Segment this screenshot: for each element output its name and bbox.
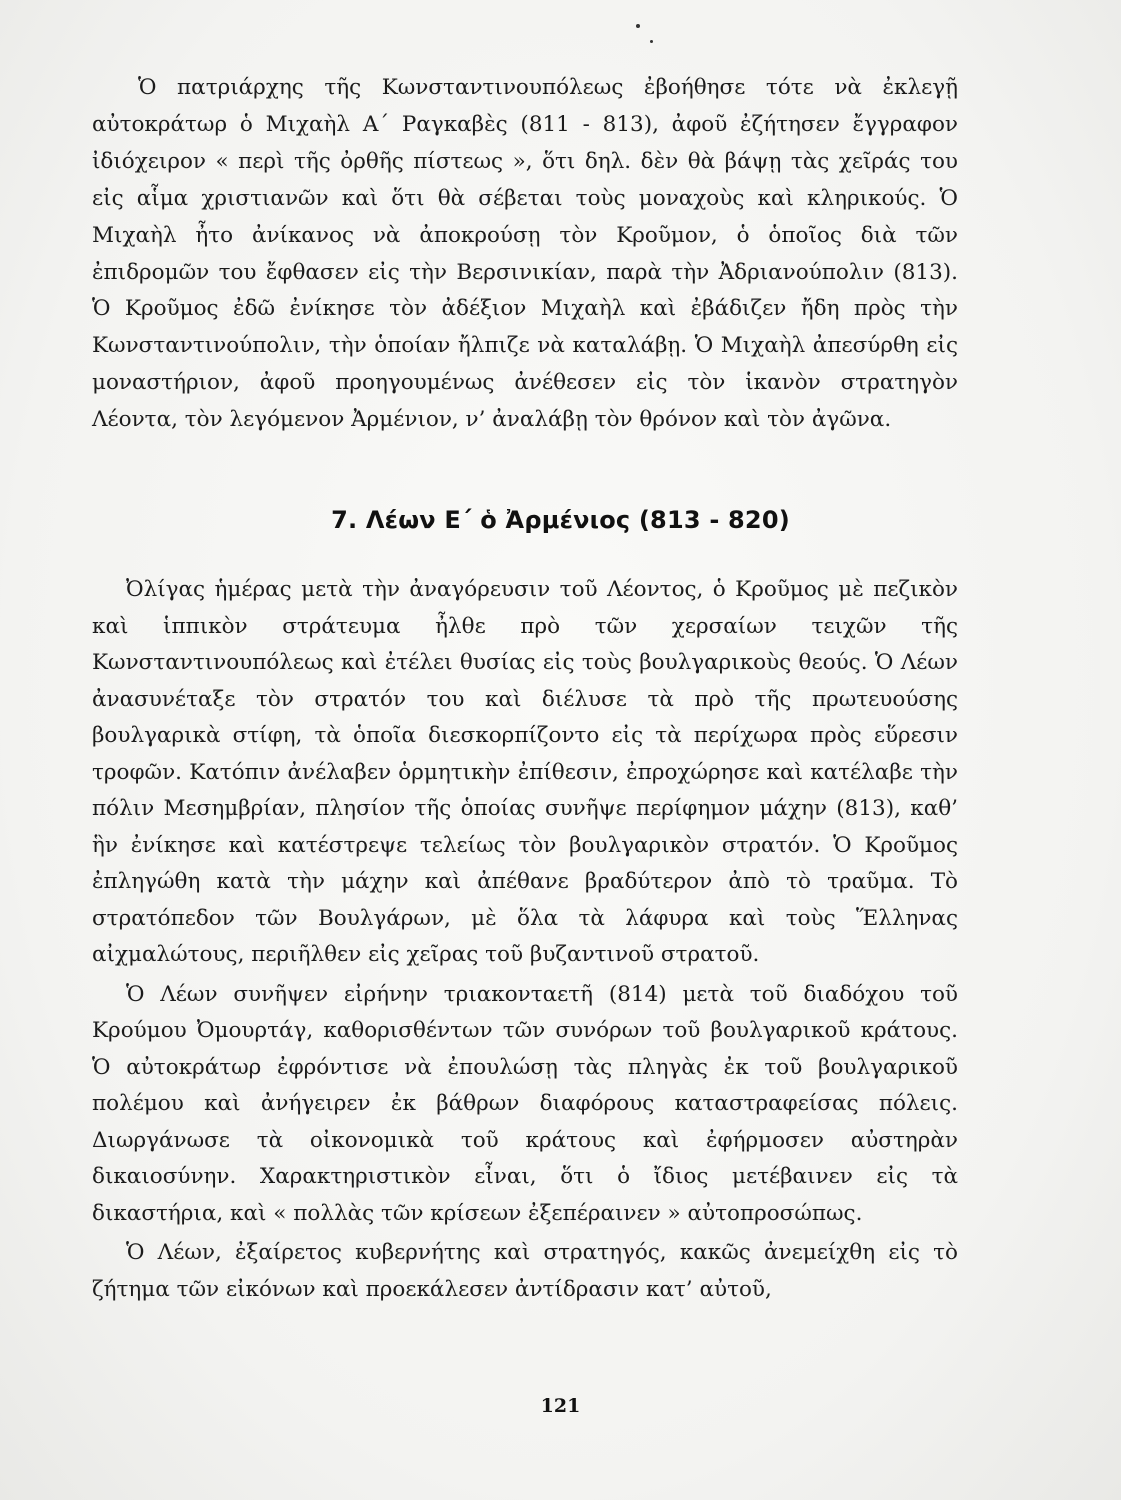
section-heading: 7. Λέων Ε΄ ὁ Ἀρμένιος (813 - 820): [331, 506, 790, 534]
section-body: [92, 572, 958, 1308]
page-number: 121: [540, 1395, 581, 1417]
body-paragraph: Ὁ Λέων, ἐξαίρετος κυβερνήτης καὶ στρατηγός, κακῶς ἀνεμείχθη εἰς τὸ ζήτημα τῶν εἰκόνων καὶ προεκάλεσεν ἀντίδρασιν κατ’ αὐτοῦ,: [92, 1240, 958, 1302]
body-paragraph: Ὁ Λέων συνῆψεν εἰρήνην τριακονταετῆ (814) μετὰ τοῦ διαδόχου τοῦ Κρούμου Ὀμουρτάγ, καθορισθέντων τῶν συνόρων τοῦ βουλγαρικοῦ κράτους. Ὁ αὐτοκράτωρ ἐφρόντισε νὰ ἐπουλώσῃ τὰς πληγὰς ἐκ τοῦ βουλγαρικοῦ πολέμου καὶ ἀνήγειρεν ἐκ βάθρων διαφόρους καταστραφείσας πόλεις. Διωργάνωσε τὰ οἰκονομικὰ τοῦ κράτους καὶ ἐφήρμοσεν αὐστηρὰν δικαιοσύνην. Χαρακτηριστικὸν εἶναι, ὅτι ὁ ἴδιος μετέβαινεν εἰς τὰ δικαστήρια, καὶ « πολλὰς τῶν κρίσεων ἐξεπέραινεν » αὐτοπροσώπως.: [92, 981, 958, 1226]
intro-paragraph: [92, 70, 958, 439]
ink-speck: [636, 24, 640, 28]
intro-paragraph-text: Ὁ πατριάρχης τῆς Κωνσταντινουπόλεως ἐβοήθησε τότε νὰ ἐκλεγῇ αὐτοκράτωρ ὁ Μιχαὴλ Α΄ Ραγκαβὲς (811 - 813), ἀφοῦ ἐζήτησεν ἔγγραφον ἰδιόχειρον « περὶ τῆς ὀρθῆς πίστεως », ὅτι δηλ. δὲν θὰ βάψῃ τὰς χεῖράς του εἰς αἷμα χριστιανῶν καὶ ὅτι θὰ σέβεται τοὺς μοναχοὺς καὶ κληρικούς. Ὁ Μιχαὴλ ἦτο ἀνίκανος νὰ ἀποκρούσῃ τὸν Κροῦμον, ὁ ὁποῖος διὰ τῶν ἐπιδρομῶν του ἔφθασεν εἰς τὴν Βερσινικίαν, παρὰ τὴν Ἀδριανούπολιν (813). Ὁ Κροῦμος ἐδῶ ἐνίκησε τὸν ἀδέξιον Μιχαὴλ καὶ ἐβάδιζεν ἤδη πρὸς τὴν Κωνσταντινούπολιν, τὴν ὁποίαν ἤλπιζε νὰ καταλάβῃ. Ὁ Μιχαὴλ ἀπεσύρθη εἰς μοναστήριον, ἀφοῦ προηγουμένως ἀνέθεσεν εἰς τὸν ἱκανὸν στρατηγὸν Λέοντα, τὸν λεγόμενον Ἀρμένιον, ν’ ἀναλάβῃ τὸν θρόνον καὶ τὸν ἀγῶνα.: [92, 75, 958, 433]
body-paragraph: Ὀλίγας ἡμέρας μετὰ τὴν ἀναγόρευσιν τοῦ Λέοντος, ὁ Κροῦμος μὲ πεζικὸν καὶ ἱππικὸν στράτευμα ἦλθε πρὸ τῶν χερσαίων τειχῶν τῆς Κωνσταντινουπόλεως καὶ ἐτέλει θυσίας εἰς τοὺς βουλγαρικοὺς θεούς. Ὁ Λέων ἀνασυνέταξε τὸν στρατόν του καὶ διέλυσε τὰ πρὸ τῆς πρωτευούσης βουλγαρικὰ στίφη, τὰ ὁποῖα διεσκορπίζοντο εἰς τὰ περίχωρα πρὸς εὕρεσιν τροφῶν. Κατόπιν ἀνέλαβεν ὁρμητικὴν ἐπίθεσιν, ἐπροχώρησε καὶ κατέλαβε τὴν πόλιν Μεσημβρίαν, πλησίον τῆς ὁποίας συνῆψε περίφημον μάχην (813), καθ’ ἣν ἐνίκησε καὶ κατέστρεψε τελείως τὸν βουλγαρικὸν στρατόν. Ὁ Κροῦμος ἐπληγώθη κατὰ τὴν μάχην καὶ ἀπέθανε βραδύτερον ἀπὸ τὸ τραῦμα. Τὸ στρατόπεδον τῶν Βουλγάρων, μὲ ὅλα τὰ λάφυρα καὶ τοὺς Ἕλληνας αἰχμαλώτους, περιῆλθεν εἰς χεῖρας τοῦ βυζαντινοῦ στρατοῦ.: [92, 577, 958, 967]
ink-speck: [650, 40, 653, 43]
